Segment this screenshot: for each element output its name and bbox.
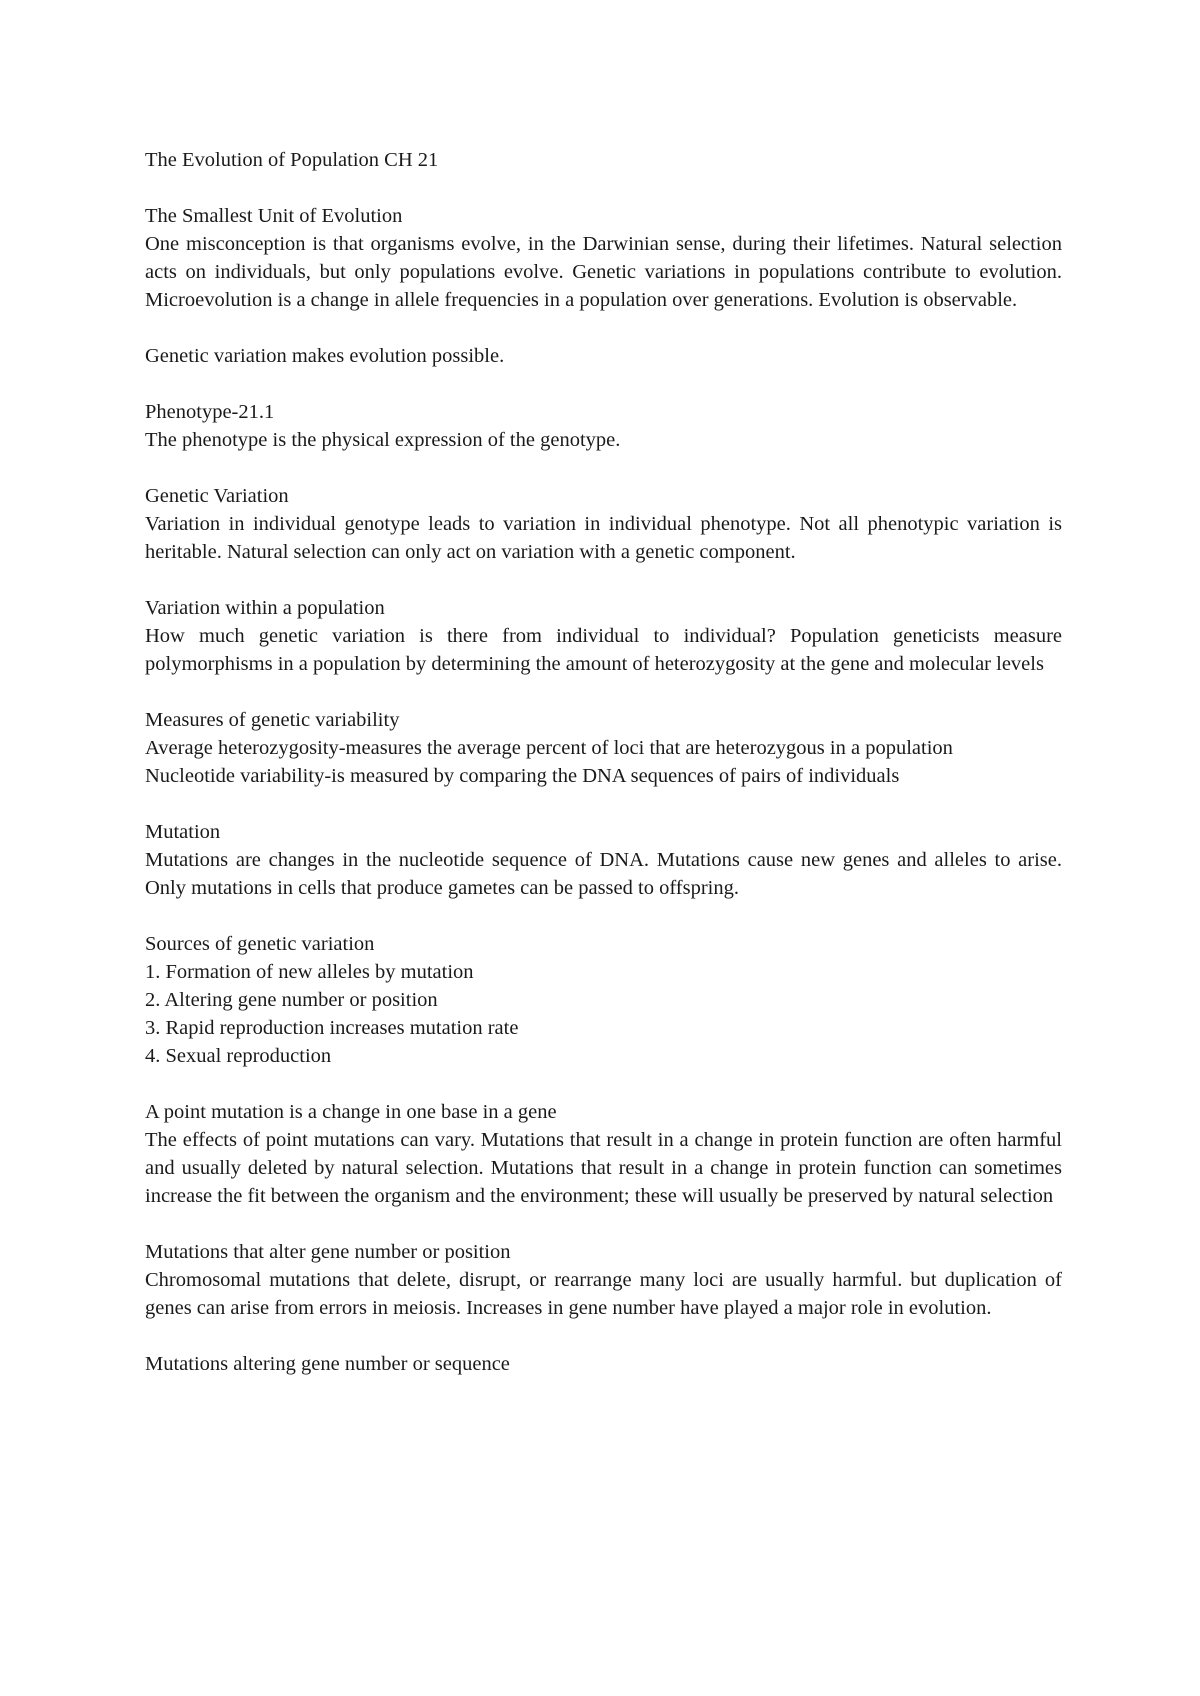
section-heading: Sources of genetic variation — [145, 933, 375, 955]
section-paragraph: Nucleotide variability-is measured by comparing the DNA sequences of pairs of individuals — [145, 765, 900, 787]
section-paragraph: The phenotype is the physical expression of the genotype. — [145, 429, 621, 451]
section-heading: Mutations altering gene number or sequence — [145, 1353, 510, 1375]
document-page — [145, 146, 1062, 1378]
section-paragraph: Average heterozygosity-measures the average percent of loci that are heterozygous in a population — [145, 737, 953, 759]
section-heading: Mutations that alter gene number or position — [145, 1241, 511, 1263]
list-item: 4. Sexual reproduction — [145, 1045, 332, 1067]
section-mutation — [145, 818, 1062, 902]
section-genetic-variation — [145, 482, 1062, 566]
list-item: 1. Formation of new alleles by mutation — [145, 961, 474, 983]
section-paragraph: One misconception is that organisms evolve, in the Darwinian sense, during their lifetimes. Natural selection acts on individuals, but only populations evolve. Genetic variations in populations contribute to evolution. Microevolution is a change in allele frequencies in a population over generations. Evolution is observable. — [145, 233, 1062, 311]
section-sources-variation — [145, 930, 1062, 1070]
section-point-mutation — [145, 1098, 1062, 1210]
document-title: The Evolution of Population CH 21 — [145, 149, 439, 171]
section-variation-within-population — [145, 594, 1062, 678]
section-heading: A point mutation is a change in one base in a gene — [145, 1101, 557, 1123]
section-gene-number-sequence — [145, 1350, 1062, 1378]
section-paragraph: Chromosomal mutations that delete, disrupt, or rearrange many loci are usually harmful. but duplication of genes can arise from errors in meiosis. Increases in gene number have played a major role in evolution. — [145, 1269, 1062, 1319]
section-heading: Phenotype-21.1 — [145, 401, 275, 423]
section-heading: Genetic Variation — [145, 485, 289, 507]
section-heading: The Smallest Unit of Evolution — [145, 205, 403, 227]
section-heading: Variation within a population — [145, 597, 385, 619]
section-paragraph: The effects of point mutations can vary. Mutations that result in a change in protein function are often harmful and usually deleted by natural selection. Mutations that result in a change in protein function can sometimes increase the fit between the organism and the environment; these will usually be preserved by natural selection — [145, 1129, 1062, 1207]
section-smallest-unit — [145, 202, 1062, 314]
section-phenotype — [145, 398, 1062, 454]
sources-list — [145, 958, 1062, 1070]
section-paragraph: Mutations are changes in the nucleotide sequence of DNA. Mutations cause new genes and alleles to arise. Only mutations in cells that produce gametes can be passed to offspring. — [145, 849, 1062, 899]
section-measures-variability — [145, 706, 1062, 790]
section-heading: Genetic variation makes evolution possible. — [145, 345, 505, 367]
section-gene-number-position — [145, 1238, 1062, 1322]
list-item: 3. Rapid reproduction increases mutation rate — [145, 1017, 519, 1039]
section-heading: Measures of genetic variability — [145, 709, 400, 731]
section-paragraph: Variation in individual genotype leads to variation in individual phenotype. Not all phenotypic variation is heritable. Natural selection can only act on variation with a genetic component. — [145, 513, 1062, 563]
list-item: 2. Altering gene number or position — [145, 989, 438, 1011]
section-heading: Mutation — [145, 821, 221, 843]
section-paragraph: How much genetic variation is there from individual to individual? Population geneticists measure polymorphisms in a population by determining the amount of heterozygosity at the gene and molecular levels — [145, 625, 1062, 675]
section-genetic-variation-possible — [145, 342, 1062, 370]
